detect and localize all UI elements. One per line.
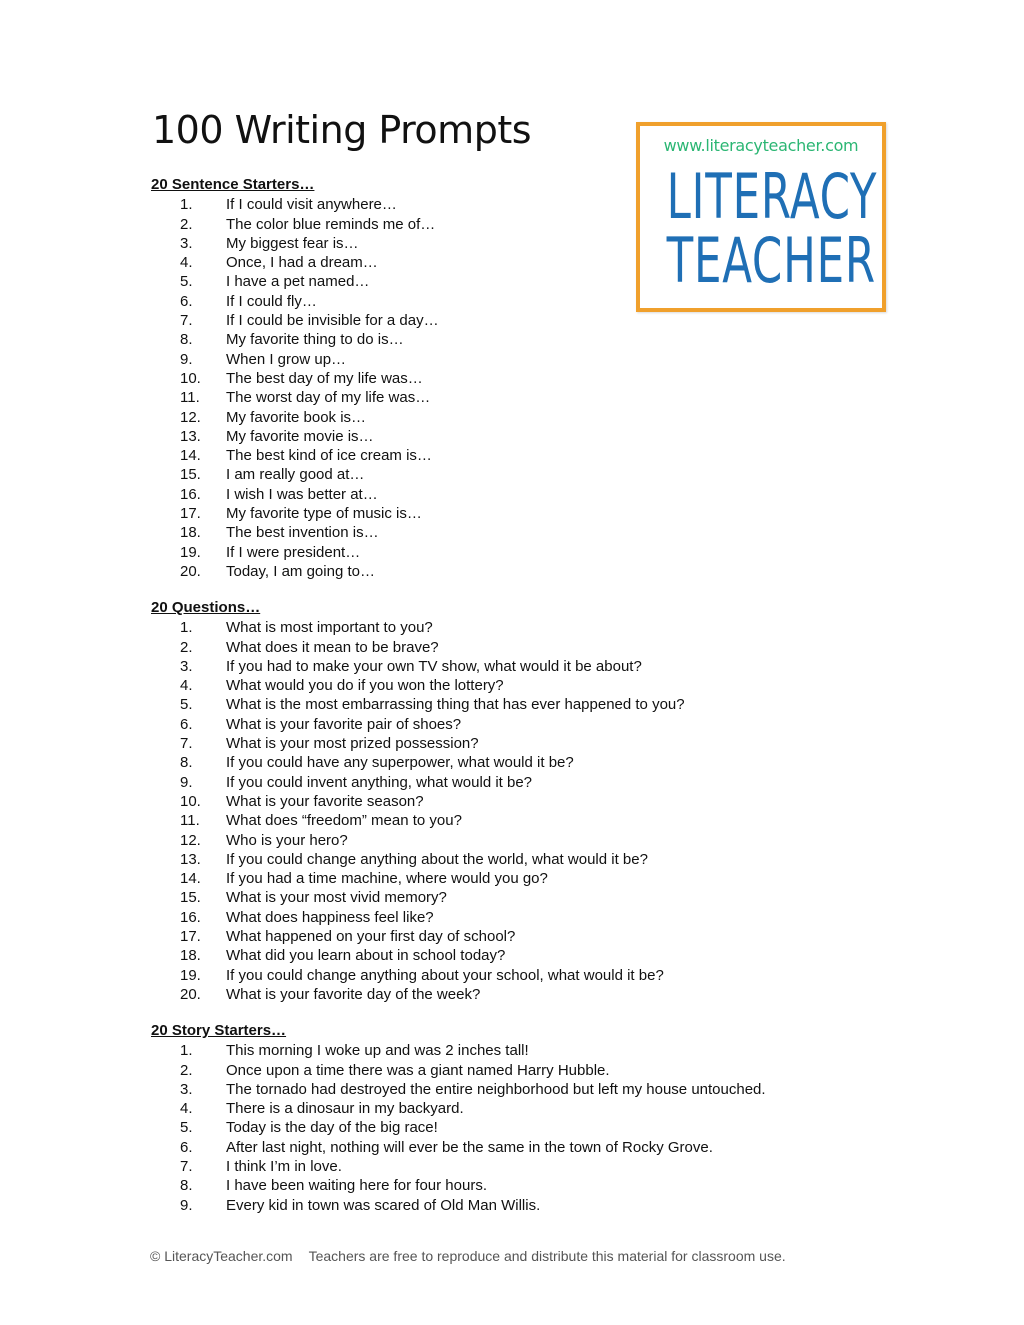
item-number: 13. (180, 850, 201, 868)
item-text: I think I’m in love. (226, 1158, 342, 1176)
list-item (0, 985, 1024, 1004)
list-item (0, 831, 1024, 850)
list-item (0, 215, 1024, 234)
item-number: 3. (180, 657, 193, 675)
item-number: 18. (180, 947, 201, 965)
item-number: 8. (180, 754, 193, 772)
item-text: When I grow up… (226, 350, 347, 368)
item-number: 19. (180, 543, 201, 561)
item-number: 14. (180, 870, 201, 888)
list-item (0, 638, 1024, 657)
item-text: I have been waiting here for four hours. (226, 1177, 487, 1195)
item-text: The best invention is… (226, 524, 379, 542)
list-item (0, 946, 1024, 965)
item-text: What is your favorite season? (226, 792, 424, 810)
list-item (0, 311, 1024, 330)
item-text: My favorite movie is… (226, 427, 374, 445)
item-text: Every kid in town was scared of Old Man Willis. (226, 1196, 541, 1214)
item-text: My biggest fear is… (226, 234, 359, 252)
item-number: 2. (180, 638, 193, 656)
list-item (0, 657, 1024, 676)
item-number: 15. (180, 466, 201, 484)
item-text: Today, I am going to… (226, 562, 375, 580)
item-number: 12. (180, 831, 201, 849)
page-title: 100 Writing Prompts (152, 108, 532, 152)
section-heading: 20 Story Starters… (151, 1022, 287, 1039)
footer-notice: Teachers are free to reproduce and distribute this material for classroom use. (308, 1248, 786, 1264)
section-heading: 20 Sentence Starters… (151, 176, 315, 193)
item-text: What does it mean to be brave? (226, 638, 439, 656)
list-item (0, 869, 1024, 888)
item-text: My favorite type of music is… (226, 505, 422, 523)
list-item (0, 330, 1024, 349)
item-number: 16. (180, 908, 201, 926)
list-item (0, 465, 1024, 484)
list-item (0, 908, 1024, 927)
item-text: If you could change anything about the world, what would it be? (226, 850, 648, 868)
item-text: Once, I had a dream… (226, 254, 378, 272)
list-item (0, 715, 1024, 734)
item-text: After last night, nothing will ever be the same in the town of Rocky Grove. (226, 1138, 713, 1156)
list-item (0, 1061, 1024, 1080)
item-text: Who is your hero? (226, 831, 348, 849)
list-item (0, 850, 1024, 869)
list-item (0, 562, 1024, 581)
list-item (0, 427, 1024, 446)
item-text: The tornado had destroyed the entire neighborhood but left my house untouched. (226, 1080, 766, 1098)
list-item (0, 1157, 1024, 1176)
item-number: 5. (180, 696, 193, 714)
item-number: 17. (180, 928, 201, 946)
item-text: I wish I was better at… (226, 485, 378, 503)
item-number: 8. (180, 331, 193, 349)
item-text: What is your favorite pair of shoes? (226, 715, 462, 733)
list-item (0, 811, 1024, 830)
item-text: I am really good at… (226, 466, 365, 484)
list-item (0, 695, 1024, 714)
list-item (0, 485, 1024, 504)
item-number: 15. (180, 889, 201, 907)
item-text: My favorite thing to do is… (226, 331, 404, 349)
list-item (0, 888, 1024, 907)
list-item (0, 773, 1024, 792)
item-text: The color blue reminds me of… (226, 215, 436, 233)
item-number: 7. (180, 312, 193, 330)
list-item (0, 369, 1024, 388)
list-item (0, 1176, 1024, 1195)
item-number: 14. (180, 447, 201, 465)
item-text: What would you do if you won the lottery? (226, 677, 504, 695)
item-number: 9. (180, 1196, 193, 1214)
item-number: 5. (180, 273, 193, 291)
item-number: 6. (180, 715, 193, 733)
logo-word-teacher: TEACHER (666, 224, 876, 297)
item-text: Once upon a time there was a giant named Harry Hubble. (226, 1061, 610, 1079)
item-number: 18. (180, 524, 201, 542)
item-number: 2. (180, 215, 193, 233)
footer-copyright: © LiteracyTeacher.com (150, 1248, 293, 1264)
item-text: If I were president… (226, 543, 361, 561)
list-item (0, 272, 1024, 291)
item-number: 20. (180, 562, 201, 580)
item-number: 1. (180, 619, 193, 637)
list-item (0, 523, 1024, 542)
item-text: What did you learn about in school today? (226, 947, 506, 965)
list-item (0, 1099, 1024, 1118)
list-item (0, 446, 1024, 465)
item-text: If you had to make your own TV show, what would it be about? (226, 657, 642, 675)
item-number: 10. (180, 369, 201, 387)
logo-url: www.literacyteacher.com (663, 136, 859, 155)
item-number: 7. (180, 735, 193, 753)
item-text: What does “freedom” mean to you? (226, 812, 462, 830)
list-item (0, 676, 1024, 695)
list-item (0, 1138, 1024, 1157)
item-number: 20. (180, 985, 201, 1003)
item-number: 1. (180, 1042, 193, 1060)
item-number: 12. (180, 408, 201, 426)
list-item (0, 1196, 1024, 1215)
item-text: If you could invent anything, what would it be? (226, 773, 533, 791)
list-item (0, 1080, 1024, 1099)
page-footer (150, 1248, 786, 1264)
list-item (0, 388, 1024, 407)
item-text: This morning I woke up and was 2 inches tall! (226, 1042, 529, 1060)
section-heading: 20 Questions… (151, 599, 261, 616)
item-number: 10. (180, 792, 201, 810)
item-number: 5. (180, 1119, 193, 1137)
item-number: 11. (180, 812, 200, 830)
prompt-list (0, 618, 1024, 1004)
prompt-list (0, 195, 1024, 581)
list-item (0, 618, 1024, 637)
item-text: The best day of my life was… (226, 369, 423, 387)
list-item (0, 195, 1024, 214)
item-text: The best kind of ice cream is… (226, 447, 432, 465)
item-text: The worst day of my life was… (226, 389, 431, 407)
list-item (0, 292, 1024, 311)
item-number: 7. (180, 1158, 193, 1176)
item-text: My favorite book is… (226, 408, 367, 426)
item-text: I have a pet named… (226, 273, 370, 291)
item-number: 8. (180, 1177, 193, 1195)
list-item (0, 253, 1024, 272)
item-number: 13. (180, 427, 201, 445)
list-item (0, 1041, 1024, 1060)
item-number: 4. (180, 677, 193, 695)
list-item (0, 792, 1024, 811)
item-text: What does happiness feel like? (226, 908, 434, 926)
item-number: 6. (180, 292, 193, 310)
list-item (0, 350, 1024, 369)
item-number: 4. (180, 254, 193, 272)
list-item (0, 543, 1024, 562)
item-text: What happened on your first day of school? (226, 928, 516, 946)
list-item (0, 1118, 1024, 1137)
item-text: What is most important to you? (226, 619, 433, 637)
prompt-list (0, 1041, 1024, 1215)
list-item (0, 408, 1024, 427)
item-number: 3. (180, 1080, 193, 1098)
list-item (0, 734, 1024, 753)
item-number: 9. (180, 773, 193, 791)
list-item (0, 504, 1024, 523)
item-number: 4. (180, 1100, 193, 1118)
item-text: What is your most vivid memory? (226, 889, 447, 907)
list-item (0, 753, 1024, 772)
list-item (0, 927, 1024, 946)
item-text: Today is the day of the big race! (226, 1119, 438, 1137)
item-number: 3. (180, 234, 193, 252)
item-number: 2. (180, 1061, 193, 1079)
item-text: What is your most prized possession? (226, 735, 479, 753)
logo-word-literacy: LITERACY (666, 160, 878, 233)
item-text: If I could be invisible for a day… (226, 312, 439, 330)
item-text: If I could fly… (226, 292, 317, 310)
item-text: If I could visit anywhere… (226, 196, 397, 214)
item-number: 11. (180, 389, 200, 407)
item-number: 17. (180, 505, 201, 523)
item-text: What is the most embarrassing thing that has ever happened to you? (226, 696, 685, 714)
list-item (0, 966, 1024, 985)
list-item (0, 234, 1024, 253)
item-text: What is your favorite day of the week? (226, 985, 481, 1003)
item-text: There is a dinosaur in my backyard. (226, 1100, 464, 1118)
item-text: If you could have any superpower, what would it be? (226, 754, 574, 772)
item-number: 16. (180, 485, 201, 503)
item-number: 9. (180, 350, 193, 368)
item-text: If you had a time machine, where would you go? (226, 870, 548, 888)
item-text: If you could change anything about your school, what would it be? (226, 966, 664, 984)
item-number: 19. (180, 966, 201, 984)
item-number: 6. (180, 1138, 193, 1156)
item-number: 1. (180, 196, 193, 214)
